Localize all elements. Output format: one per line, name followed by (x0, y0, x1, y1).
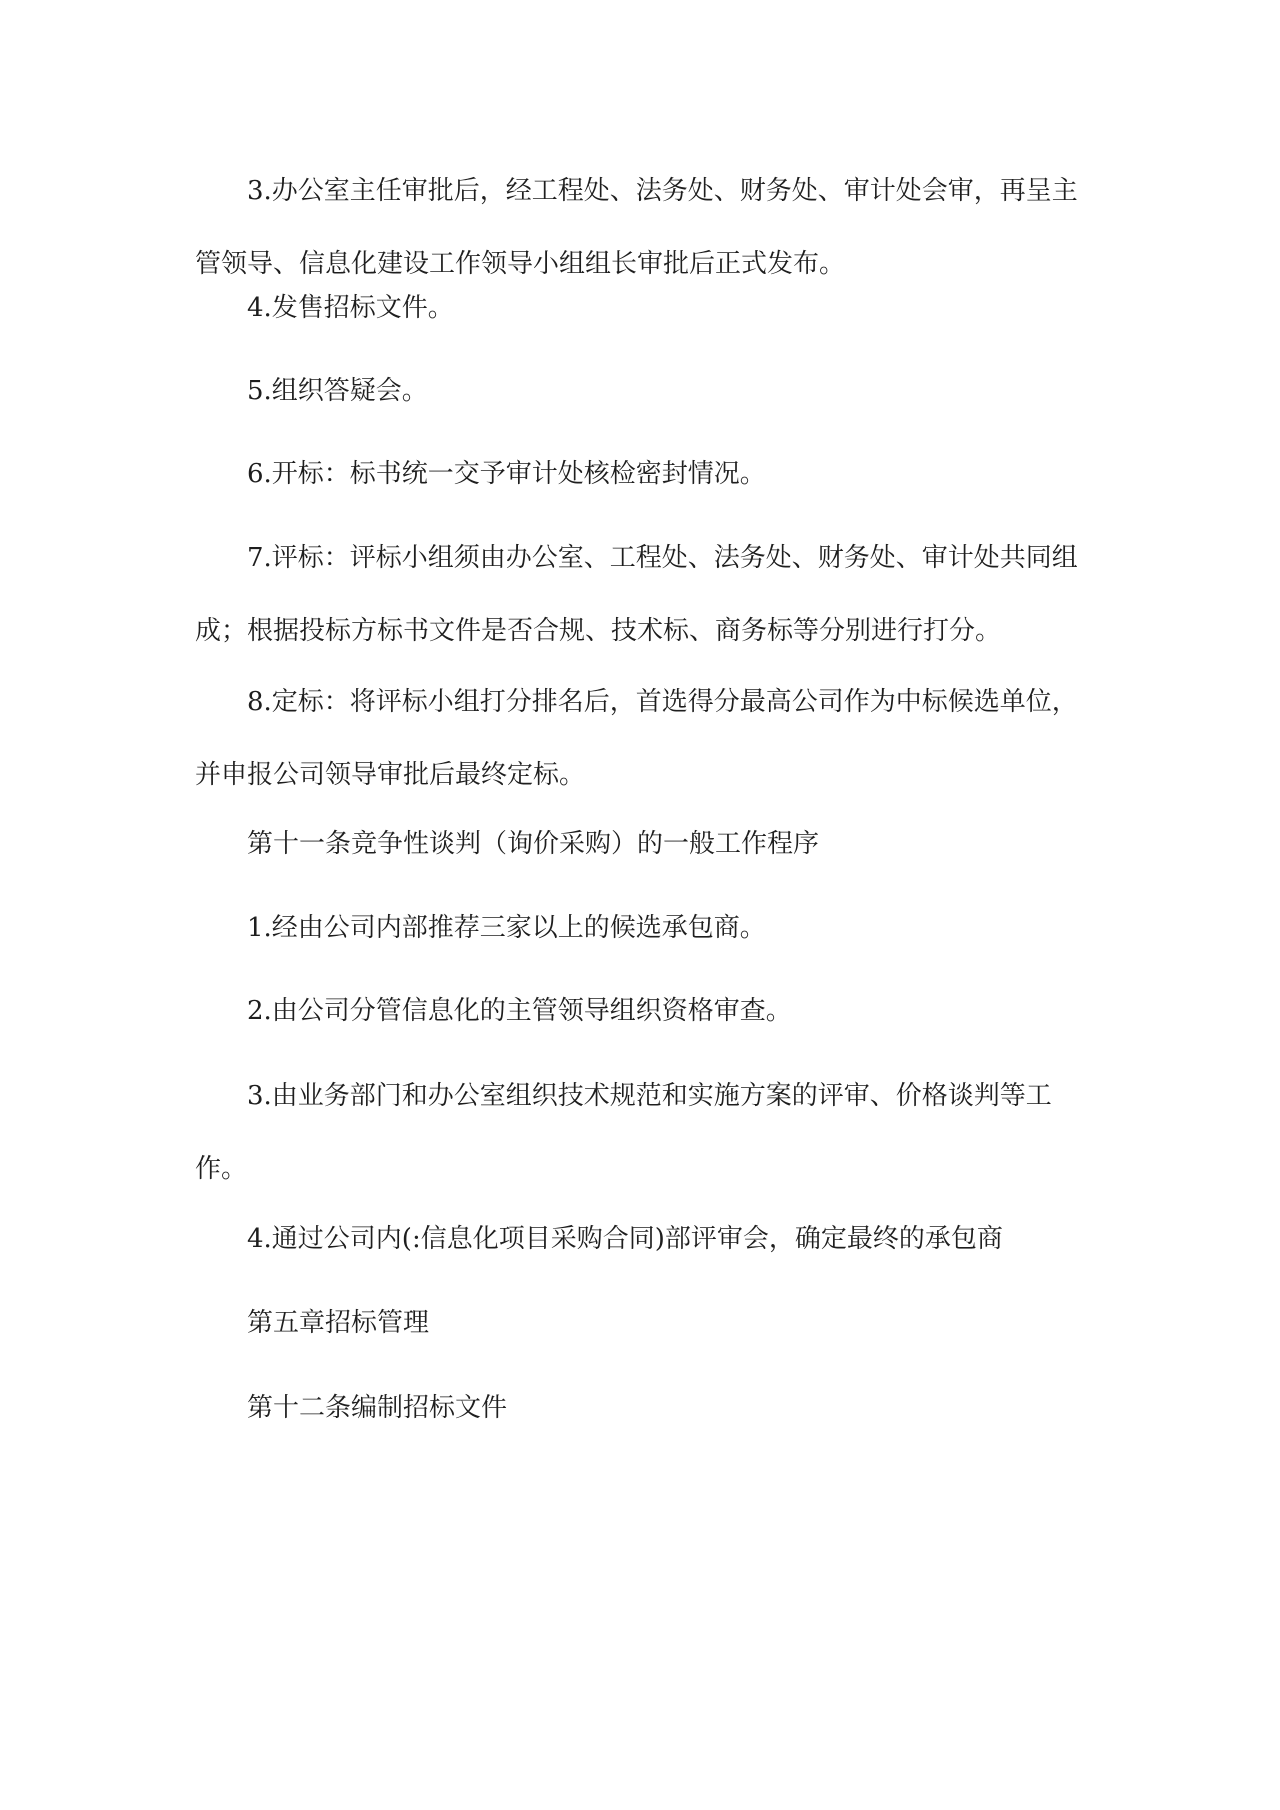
paragraph-award: 8.定标：将评标小组打分排名后，首选得分最高公司作为中标候选单位，并申报公司领导审批后最终定标。 (195, 687, 1078, 790)
paragraph-sell-tender-docs: 4.发售招标文件。 (247, 293, 454, 323)
article-12-heading: 第十二条编制招标文件 (247, 1393, 508, 1423)
paragraph-qa-meeting: 5.组织答疑会。 (247, 376, 428, 406)
paragraph-final-contractor: 4.通过公司内(:信息化项目采购合同)部评审会，确定最终的承包商 (247, 1224, 1003, 1254)
article-11-heading: 第十一条竞争性谈判（询价采购）的一般工作程序 (247, 829, 820, 859)
paragraph-recommend-contractors: 1.经由公司内部推荐三家以上的候选承包商。 (247, 913, 766, 943)
paragraph-technical-review: 3.由业务部门和办公室组织技术规范和实施方案的评审、价格谈判等工作。 (195, 1081, 1052, 1184)
paragraph-bid-evaluation: 7.评标：评标小组须由办公室、工程处、法务处、财务处、审计处共同组成；根据投标方标书文件是否合规、技术标、商务标等分别进行打分。 (195, 543, 1078, 646)
paragraph-approval-review: 3.办公室主任审批后，经工程处、法务处、财务处、审计处会审，再呈主管领导、信息化建设工作领导小组组长审批后正式发布。 (195, 176, 1078, 279)
chapter-5-heading: 第五章招标管理 (247, 1308, 430, 1338)
paragraph-bid-opening: 6.开标：标书统一交予审计处核检密封情况。 (247, 459, 766, 489)
paragraph-qualification-review: 2.由公司分管信息化的主管领导组织资格审查。 (247, 996, 792, 1026)
